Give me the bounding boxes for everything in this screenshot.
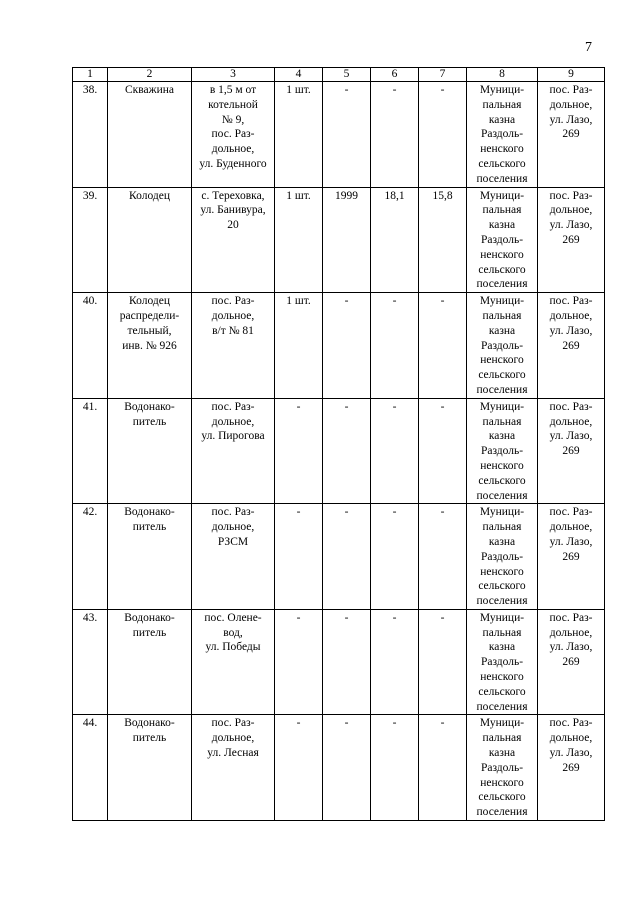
table-row [73,82,605,188]
object-year: - [323,609,371,715]
object-quantity: 1 шт. [275,293,323,399]
object-name: Водонако- питель [108,715,192,821]
object-value-col7: - [419,504,467,610]
object-value-col6: 18,1 [371,187,419,293]
object-value-col6: - [371,293,419,399]
header-col-2: 2 [108,68,192,82]
header-col-8: 8 [467,68,538,82]
table-row [73,504,605,610]
object-name: Водонако- питель [108,398,192,504]
row-number: 44. [73,715,108,821]
object-location: пос. Олене- вод, ул. Победы [192,609,275,715]
object-location: пос. Раз- дольное, в/т № 81 [192,293,275,399]
object-location: пос. Раз- дольное, РЗСМ [192,504,275,610]
object-name: Скважина [108,82,192,188]
object-year: - [323,715,371,821]
object-value-col7: - [419,82,467,188]
object-year: - [323,82,371,188]
object-value-col7: - [419,609,467,715]
object-holder: пос. Раз- дольное, ул. Лазо, 269 [538,398,605,504]
object-quantity: 1 шт. [275,82,323,188]
object-holder: пос. Раз- дольное, ул. Лазо, 269 [538,609,605,715]
table-header-row [73,68,605,82]
header-col-7: 7 [419,68,467,82]
object-location: пос. Раз- дольное, ул. Пирогова [192,398,275,504]
object-quantity: - [275,609,323,715]
header-col-1: 1 [73,68,108,82]
object-location: с. Тереховка, ул. Банивура, 20 [192,187,275,293]
object-location: в 1,5 м от котельной № 9, пос. Раз- дольное, ул. Буденного [192,82,275,188]
table-row [73,609,605,715]
object-quantity: - [275,398,323,504]
object-owner: Муници- пальная казна Раздоль- ненского сельского поселения [467,187,538,293]
object-owner: Муници- пальная казна Раздоль- ненского сельского поселения [467,398,538,504]
object-name: Водонако- питель [108,609,192,715]
page-number: 7 [585,40,592,55]
header-col-3: 3 [192,68,275,82]
object-value-col7: 15,8 [419,187,467,293]
object-owner: Муници- пальная казна Раздоль- ненского сельского поселения [467,609,538,715]
row-number: 42. [73,504,108,610]
table-row [73,187,605,293]
header-col-6: 6 [371,68,419,82]
object-value-col6: - [371,82,419,188]
object-year: - [323,398,371,504]
object-holder: пос. Раз- дольное, ул. Лазо, 269 [538,715,605,821]
table-row [73,293,605,399]
object-owner: Муници- пальная казна Раздоль- ненского сельского поселения [467,82,538,188]
object-value-col6: - [371,504,419,610]
object-value-col7: - [419,293,467,399]
table-row [73,398,605,504]
object-quantity: 1 шт. [275,187,323,293]
header-col-5: 5 [323,68,371,82]
object-name: Водонако- питель [108,504,192,610]
object-owner: Муници- пальная казна Раздоль- ненского сельского поселения [467,293,538,399]
object-holder: пос. Раз- дольное, ул. Лазо, 269 [538,293,605,399]
table-row [73,715,605,821]
header-col-4: 4 [275,68,323,82]
object-location: пос. Раз- дольное, ул. Лесная [192,715,275,821]
object-value-col7: - [419,398,467,504]
object-value-col6: - [371,398,419,504]
row-number: 43. [73,609,108,715]
object-year: 1999 [323,187,371,293]
object-holder: пос. Раз- дольное, ул. Лазо, 269 [538,187,605,293]
object-holder: пос. Раз- дольное, ул. Лазо, 269 [538,504,605,610]
object-year: - [323,504,371,610]
object-value-col6: - [371,609,419,715]
object-value-col6: - [371,715,419,821]
object-quantity: - [275,504,323,610]
object-year: - [323,293,371,399]
object-value-col7: - [419,715,467,821]
row-number: 41. [73,398,108,504]
row-number: 39. [73,187,108,293]
object-name: Колодец распредели- тельный, инв. № 926 [108,293,192,399]
object-holder: пос. Раз- дольное, ул. Лазо, 269 [538,82,605,188]
object-owner: Муници- пальная казна Раздоль- ненского сельского поселения [467,715,538,821]
row-number: 38. [73,82,108,188]
property-registry-table [72,67,605,821]
object-name: Колодец [108,187,192,293]
header-col-9: 9 [538,68,605,82]
object-quantity: - [275,715,323,821]
object-owner: Муници- пальная казна Раздоль- ненского сельского поселения [467,504,538,610]
row-number: 40. [73,293,108,399]
